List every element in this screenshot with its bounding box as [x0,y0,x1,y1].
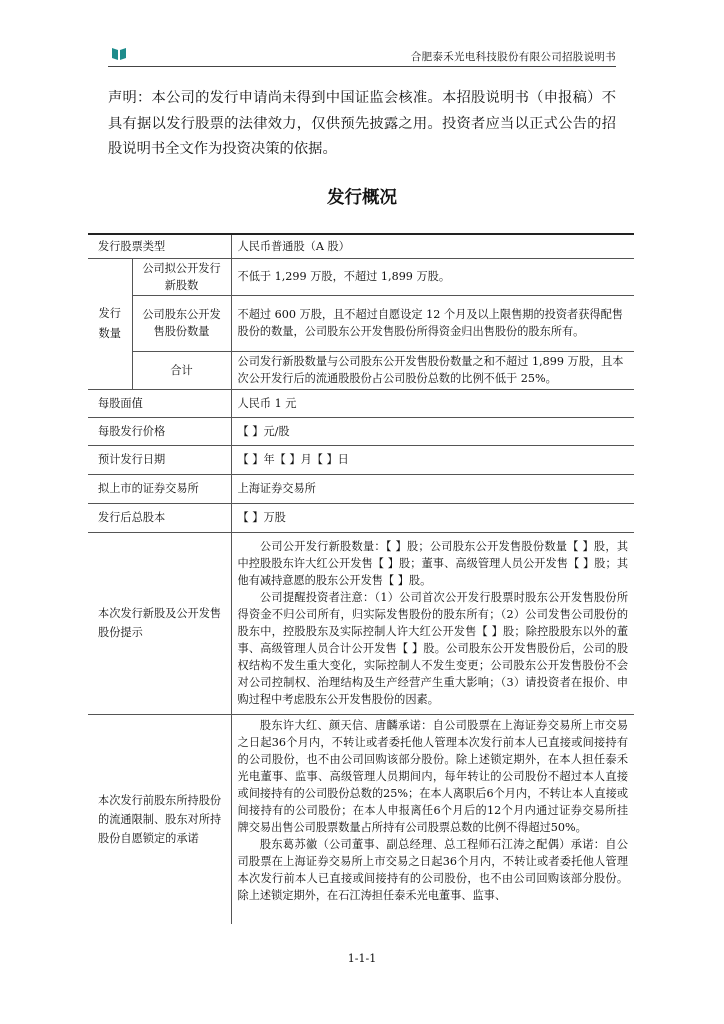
page-number: 1-1-1 [347,952,377,965]
section-title: 发行概况 [327,188,397,208]
company-name: 合肥泰禾光电科技股份有限公司招股说明书 [410,51,616,63]
table-row [88,389,634,417]
row-label: 发行后总股本 [88,503,231,532]
table-row [88,417,634,445]
table-row [88,474,634,503]
table-row [88,445,634,474]
sub-label: 公司拟公开发行新股数 [132,258,231,295]
tips-paragraph-2: 公司提醒投资者注意：（1）公司首次公开发行股票时股东公开发售股份所得资金不归公司所有，归实际发售股份的股东所有；（2）公司发售公司股份的股东中，控股股东及实际控制人许大红公开发售【 】股；除控股股东以外的董事、高级管理人员合计公开发售【 】股。公司股东公开发售股份后，公司的股权结构不发生重大变化，实际控制人不发生变更；公司股东公开发售股份不会对公司控制权、治理结构及生产经营产生重大影响；（3）请投资者在报价、申购过程中考虑股东公开发售股份的因素。 [237,591,629,706]
row-label: 本次发行新股及公开发售股份提示 [88,532,231,714]
table-row [88,234,634,258]
row-label [88,258,132,389]
row-value: 公司发行新股数量与公司股东公开发售股份数量之和不超过 1,899 万股，且本次公开发行后的流通股股份占公司股份总数的比例不低于 25%。 [231,351,634,389]
row-value: 上海证券交易所 [231,474,634,503]
row-label: 发行股票类型 [88,234,231,258]
table-row [88,714,634,924]
row-label: 每股发行价格 [88,417,231,445]
header-rule [108,66,616,67]
tips-paragraph-1: 公司公开发行新股数量：【 】股；公司股东公开发售股份数量【 】股，其中控股股东许大红公开发售【 】股；董事、高级管理人员公开发售【 】股；其他有减持意愿的股东公开发售【 】股。 [237,540,629,587]
row-value: 人民币普通股（A 股） [231,234,634,258]
row-value [231,532,634,714]
lockup-paragraph-1: 股东许大红、颜天信、唐麟承诺：自公司股票在上海证券交易所上市交易之日起36个月内，不转让或者委托他人管理本次发行前本人已直接或间接持有的公司股份，也不由公司回购该部分股份。除上述锁定期外，在本人担任泰禾光电董事、监事、高级管理人员期间内，每年转让的公司股份不超过本人直接或间接持有的公司股份总数的25%；在本人离职后6个月内，不转让本人直接或间接持有的公司股份；在本人申报离任6个月后的12个月内通过证券交易所挂牌交易出售公司股票数量占所持有公司股票总数的比例不得超过50%。 [237,718,629,834]
row-value: 【 】元/股 [231,417,634,445]
table-row [88,295,634,351]
row-label: 拟上市的证券交易所 [88,474,231,503]
disclaimer-statement: 声明：本公司的发行申请尚未得到中国证监会核准。本招股说明书（申报稿）不具有据以发行股票的法律效力，仅供预先披露之用。投资者应当以正式公告的招股说明书全文作为投资决策的依据。 [108,90,616,157]
page-header [108,46,616,70]
table-row [88,258,634,295]
company-logo-icon [112,48,126,60]
issue-summary-table [88,233,634,924]
row-label: 每股面值 [88,389,231,417]
issue-quantity-label: 发行数量 [98,306,121,340]
row-value: 不低于 1,299 万股，不超过 1,899 万股。 [231,258,634,295]
lockup-paragraph-2: 股东葛苏徽（公司董事、副总经理、总工程师石江涛之配偶）承诺：自公司股票在上海证券交易所上市交易之日起36个月内，不转让或者委托他人管理本次发行前本人已直接或间接持有的公司股份，也不由公司回购该部分股份。除上述锁定期外，在石江涛担任泰禾光电董事、监事、 [237,837,629,902]
row-value: 【 】年【 】月【 】日 [231,445,634,474]
table-row [88,503,634,532]
table-row [88,532,634,714]
sub-label: 合计 [132,351,231,389]
row-value: 不超过 600 万股，且不超过自愿设定 12 个月及以上限售期的投资者获得配售股份的数量，公司股东公开发售股份所得资金归出售股份的股东所有。 [231,295,634,351]
sub-label: 公司股东公开发售股份数量 [132,295,231,351]
row-label: 本次发行前股东所持股份的流通限制、股东对所持股份自愿锁定的承诺 [88,714,231,924]
row-value: 人民币 1 元 [231,389,634,417]
table-row [88,351,634,389]
row-value [231,714,634,924]
row-label: 预计发行日期 [88,445,231,474]
row-value: 【 】万股 [231,503,634,532]
